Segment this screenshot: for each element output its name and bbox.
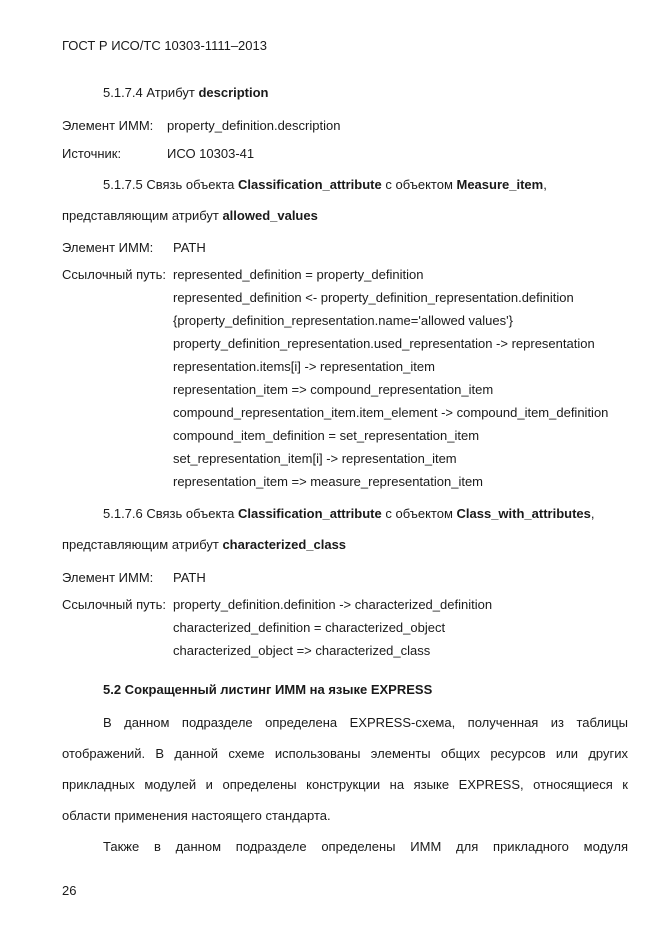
ref-path-1-line: property_definition_representation.used_representation -> representation — [173, 336, 595, 351]
ref-path-label-1: Ссылочный путь: — [62, 267, 166, 282]
ref-path-1-line: compound_item_definition = set_representation_item — [173, 428, 480, 443]
section-5176-object-2: Class_with_attributes — [456, 506, 591, 521]
section-5175-heading — [103, 177, 547, 193]
source-label: Источник: — [62, 146, 122, 161]
element-label-1: Элемент ИММ: — [62, 118, 154, 133]
ref-path-1-line: set_representation_item[i] -> representation_item — [173, 451, 457, 466]
section-52-title — [103, 682, 432, 698]
ref-path-2-line: characterized_object => characterized_class — [173, 643, 431, 658]
page-header: ГОСТ Р ИСО/ТС 10303-1111–2013 — [62, 38, 267, 53]
section-5174-prefix: 5.1.7.4 Атрибут — [103, 85, 199, 100]
ref-path-2-line: characterized_definition = characterized_object — [173, 620, 446, 635]
page-number: 26 — [62, 883, 77, 898]
section-5176-mid: с объектом — [381, 506, 457, 521]
element-label-3: Элемент ИММ: — [62, 570, 154, 585]
ref-path-1-line: representation.items[i] -> representation_item — [173, 359, 435, 374]
element-value-3: PATH — [173, 570, 206, 585]
ref-path-2-line: property_definition.definition -> characterized_definition — [173, 597, 493, 612]
paragraph-1-line: В данном подразделе определена EXPRESS-схема, полученная из таблицы — [103, 715, 628, 730]
element-value-2: PATH — [173, 240, 206, 255]
source-value: ИСО 10303-41 — [167, 146, 255, 161]
section-5175-mid: с объектом — [381, 177, 457, 192]
paragraph-1-line: прикладных модулей и определены конструкции на языке EXPRESS, относящиеся к — [62, 777, 628, 792]
section-5176-line2 — [62, 537, 346, 553]
element-value-1: property_definition.description — [167, 118, 341, 133]
ref-path-1-line: {property_definition_representation.name='allowed values'} — [173, 313, 513, 328]
section-5175-attribute: allowed_values — [222, 208, 318, 223]
ref-path-label-2: Ссылочный путь: — [62, 597, 166, 612]
section-5176-heading — [103, 506, 595, 522]
ref-path-1-line: representation_item => compound_representation_item — [173, 382, 494, 397]
paragraph-1-line: отображений. В данной схеме использованы элементы общих ресурсов или других — [62, 746, 628, 761]
ref-path-1-line: compound_representation_item.item_element -> compound_item_definition — [173, 405, 609, 420]
section-5174-attribute: description — [198, 85, 269, 100]
section-5175-object-1: Classification_attribute — [237, 177, 382, 192]
section-5174-heading — [103, 85, 269, 101]
section-5175-prefix: 5.1.7.5 Связь объекта — [103, 177, 238, 192]
ref-path-1-line: represented_definition <- property_definition_representation.definition — [173, 290, 574, 305]
section-5176-prefix: 5.1.7.6 Связь объекта — [103, 506, 238, 521]
section-5175-object-2: Measure_item — [456, 177, 544, 192]
section-52-title-text: 5.2 Сокращенный листинг ИММ на языке EXPRESS — [103, 682, 433, 697]
element-label-2: Элемент ИММ: — [62, 240, 154, 255]
ref-path-1-line: representation_item => measure_representation_item — [173, 474, 484, 489]
paragraph-2-line: Также в данном подразделе определены ИММ для прикладного модуля — [103, 839, 628, 854]
section-5176-comma: , — [590, 506, 595, 521]
section-5176-object-1: Classification_attribute — [237, 506, 382, 521]
section-5176-line2-prefix: представляющим атрибут — [62, 537, 223, 552]
section-5175-comma: , — [543, 177, 547, 192]
ref-path-1-line: represented_definition = property_definition — [173, 267, 424, 282]
section-5176-attribute: characterized_class — [222, 537, 347, 552]
section-5175-line2 — [62, 208, 318, 224]
section-5175-line2-prefix: представляющим атрибут — [62, 208, 223, 223]
paragraph-1-line: области применения настоящего стандарта. — [62, 808, 331, 823]
